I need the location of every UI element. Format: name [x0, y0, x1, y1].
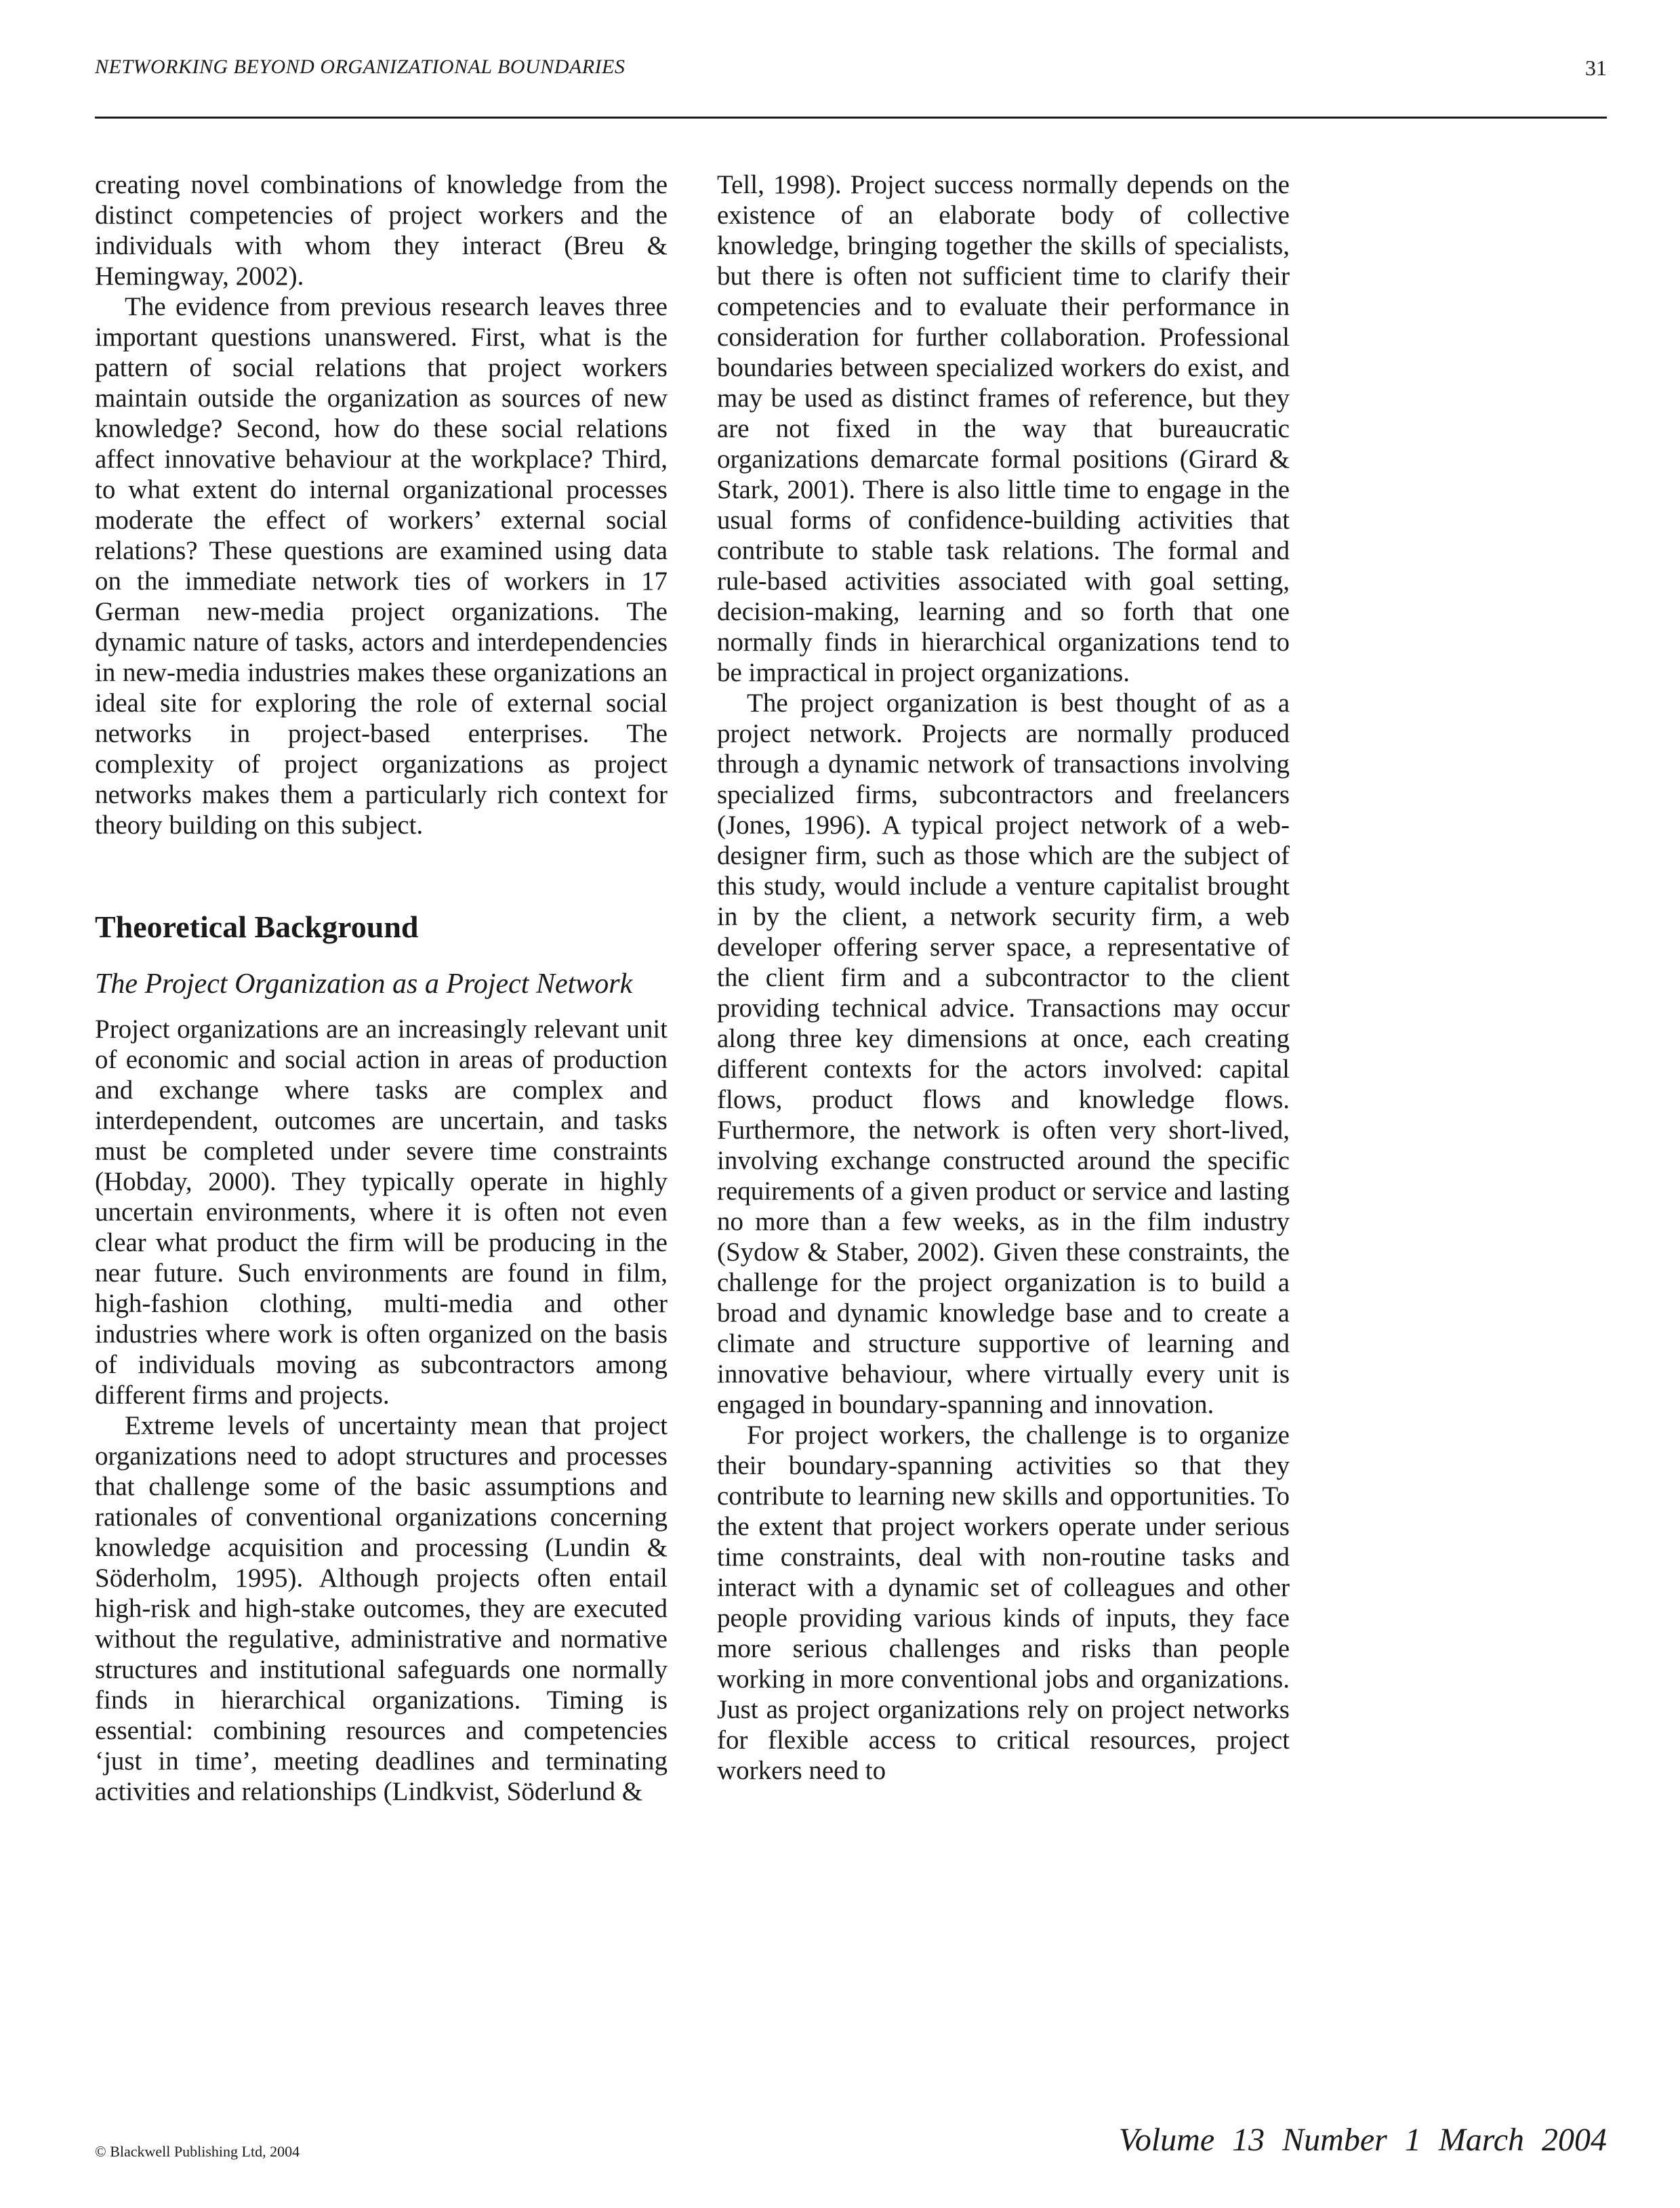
- header-rule: [95, 117, 1607, 119]
- paragraph: creating novel combinations of knowledge from the distinct competencies of project workers and the individuals with whom they interact (Breu & Hemingway, 2002).: [95, 170, 668, 291]
- paragraph: For project workers, the challenge is to organize their boundary-spanning activities so that they contribute to learning new skills and opportunities. To the extent that project workers operate under serious time constraints, deal with non-routine tasks and interact with a dynamic set of colleagues and other people providing various kinds of inputs, they face more serious challenges and risks than people working in more conventional jobs and organizations. Just as project organizations rely on project networks for flexible access to critical resources, project workers need to: [717, 1420, 1290, 1785]
- running-title: NETWORKING BEYOND ORGANIZATIONAL BOUNDARIES: [95, 56, 626, 78]
- copyright-notice: © Blackwell Publishing Ltd, 2004: [95, 2143, 300, 2160]
- journal-issue: Volume 13 Number 1 March 2004: [1118, 2122, 1607, 2158]
- paragraph: The evidence from previous research leaves three important questions unanswered. First, what is the pattern of social relations that project workers maintain outside the organization as sources of new knowledge? Second, how do these social relations affect innovative behaviour at the workplace? Third, to what extent do internal organizational processes moderate the effect of workers’ external social relations? These questions are examined using data on the immediate network ties of workers in 17 German new-media project organizations. The dynamic nature of tasks, actors and interdependencies in new-media industries makes these organizations an ideal site for exploring the role of external social networks in project-based enterprises. The complexity of project organizations as project networks makes them a particularly rich context for theory building on this subject.: [95, 292, 668, 840]
- paragraph: Project organizations are an increasingly relevant unit of economic and social action in areas of production and exchange where tasks are complex and interdependent, outcomes are uncertain, and tasks must be completed under severe time constraints (Hobday, 2000). They typically operate in highly uncertain environments, where it is often not even clear what product the firm will be producing in the near future. Such environments are found in film, high-fashion clothing, multi-media and other industries where work is often organized on the basis of individuals moving as subcontractors among different firms and projects.: [95, 1015, 668, 1410]
- page-number: 31: [1585, 56, 1607, 80]
- left-column: [95, 169, 668, 1807]
- right-column: [717, 169, 1290, 1786]
- paragraph: Tell, 1998). Project success normally depends on the existence of an elaborate body of collective knowledge, bringing together the skills of specialists, but there is often not sufficient time to clarify their competencies and to evaluate their performance in consideration for further collaboration. Professional boundaries between specialized workers do exist, and may be used as distinct frames of reference, but they are not fixed in the way that bureaucratic organizations demarcate formal positions (Girard & Stark, 2001). There is also little time to engage in the usual forms of confidence-building activities that contribute to stable task relations. The formal and rule-based activities associated with goal setting, decision-making, learning and so forth that one normally finds in hierarchical organizations tend to be impractical in project organizations.: [717, 170, 1290, 687]
- section-heading: Theoretical Background: [95, 909, 419, 944]
- subsection-heading: The Project Organization as a Project Network: [95, 968, 633, 1000]
- paragraph: The project organization is best thought of as a project network. Projects are normally produced through a dynamic network of transactions involving specialized firms, subcontractors and freelancers (Jones, 1996). A typical project network of a web-designer firm, such as those which are the subject of this study, would include a venture capitalist brought in by the client, a network security firm, a web developer offering server space, a representative of the client firm and a subcontractor to the client providing technical advice. Transactions may occur along three key dimensions at once, each creating different contexts for the actors involved: capital flows, product flows and knowledge flows. Furthermore, the network is often very short-lived, involving exchange constructed around the specific requirements of a given product or service and lasting no more than a few weeks, as in the film industry (Sydow & Staber, 2002). Given these constraints, the challenge for the project organization is to build a broad and dynamic knowledge base and to create a climate and structure supportive of learning and innovative behaviour, where virtually every unit is engaged in boundary-spanning and innovation.: [717, 689, 1290, 1419]
- paragraph: Extreme levels of uncertainty mean that project organizations need to adopt structures and processes that challenge some of the basic assumptions and rationales of conventional organizations concerning knowledge acquisition and processing (Lundin & Söderholm, 1995). Although projects often entail high-risk and high-stake outcomes, they are executed without the regulative, administrative and normative structures and institutional safeguards one normally finds in hierarchical organizations. Timing is essential: combining resources and competencies ‘just in time’, meeting deadlines and terminating activities and relationships (Lindkvist, Söderlund &: [95, 1411, 668, 1806]
